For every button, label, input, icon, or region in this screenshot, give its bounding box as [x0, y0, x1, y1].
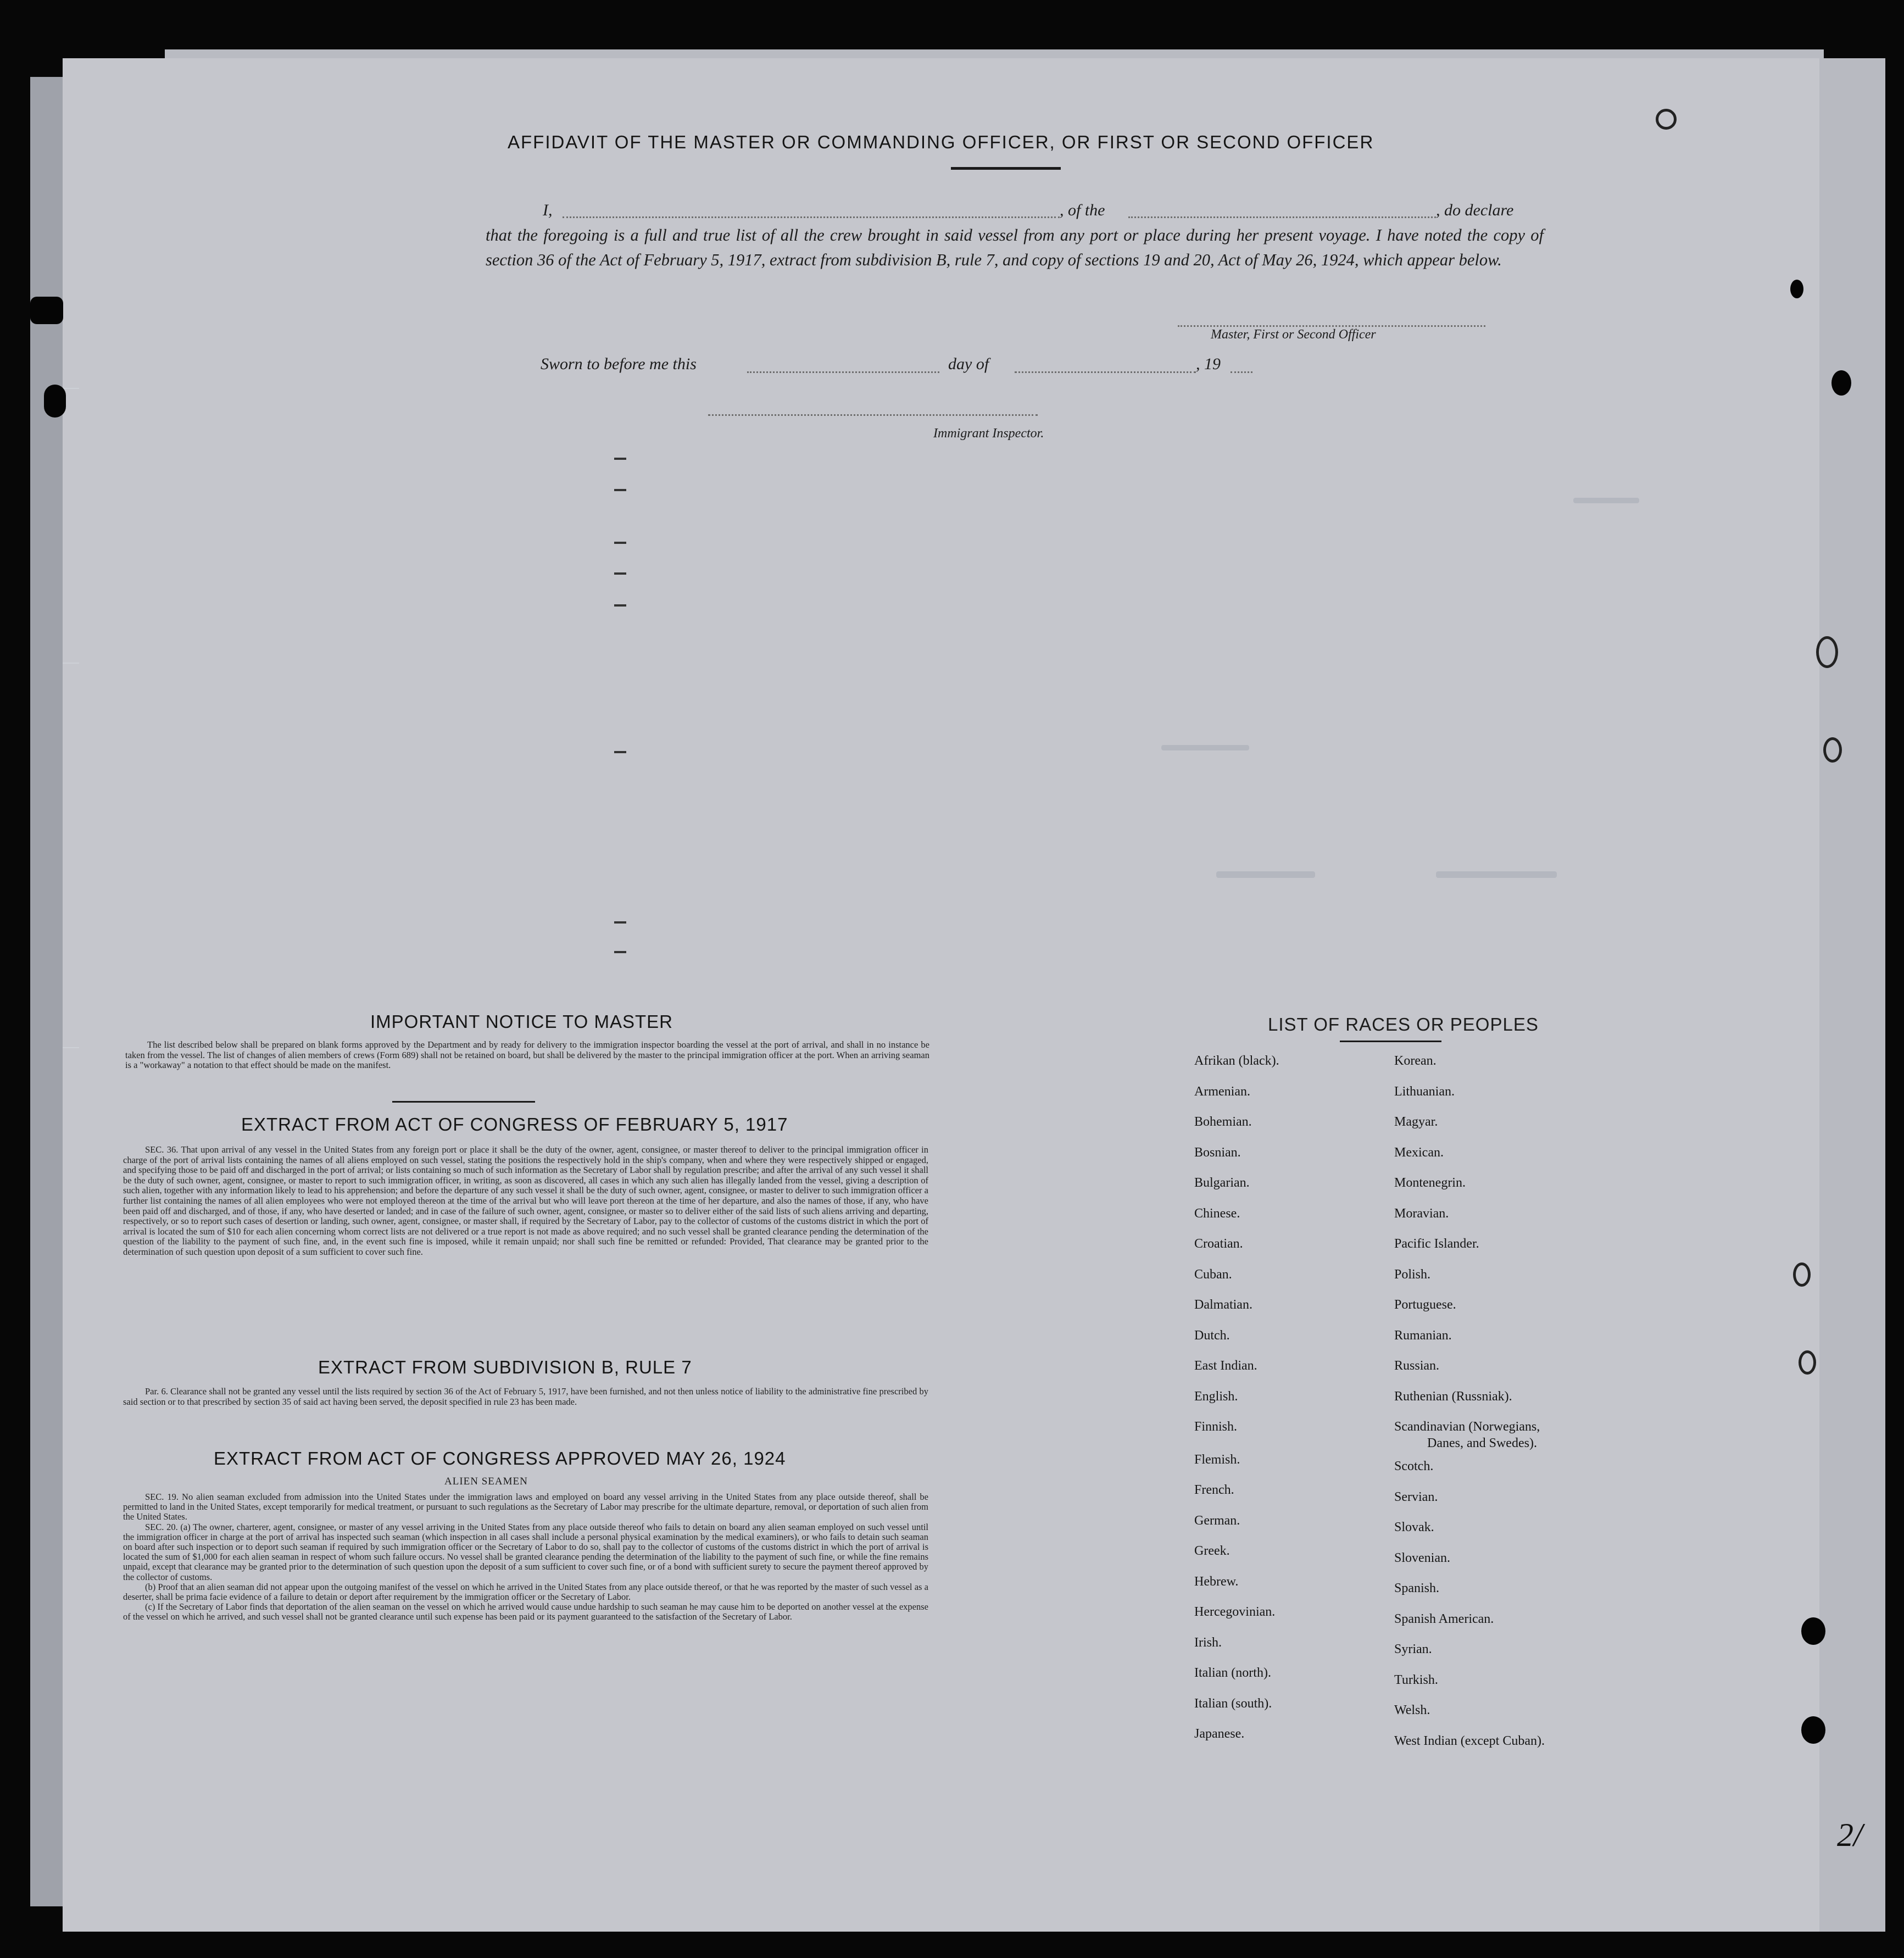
- race-item: Flemish.: [1194, 1452, 1240, 1467]
- sworn-year-blank[interactable]: [1231, 371, 1252, 373]
- extract-1917-text: [123, 1145, 928, 1258]
- master-signature-blank[interactable]: [1178, 325, 1485, 327]
- race-item: Dalmatian.: [1194, 1298, 1252, 1312]
- right-underlying-page: [1819, 58, 1885, 1932]
- affidavit-title-rule: [951, 167, 1061, 170]
- dash-mark: [614, 751, 626, 753]
- notice-title: IMPORTANT NOTICE TO MASTER: [370, 1011, 673, 1032]
- document-page: [63, 58, 1863, 1932]
- page-mark: 2/: [1837, 1817, 1863, 1853]
- extract-rule7-title: EXTRACT FROM SUBDIVISION B, RULE 7: [318, 1357, 692, 1377]
- race-item: Pacific Islander.: [1394, 1237, 1479, 1251]
- races-column-1: [1194, 1046, 1279, 1750]
- race-item: Montenegrin.: [1394, 1176, 1466, 1190]
- race-item: German.: [1194, 1513, 1240, 1528]
- dash-mark: [614, 458, 626, 460]
- sec20c-paragraph: (c) If the Secretary of Labor finds that deportation of the alien seaman on the vessel on which he arrived would cause undue hardship to such seaman he may cause him to be deported on another vessel at the expense of the vessel on which he arrived, and such vessel shall not be granted clearance until such expense has been paid or its payment guaranteed to the satisfaction of the Secretary of Labor.: [123, 1601, 928, 1622]
- dash-mark: [614, 951, 626, 953]
- bleed-through-mark: [1436, 871, 1557, 878]
- dash-mark: [614, 921, 626, 924]
- race-item: Magyar.: [1394, 1115, 1438, 1129]
- punch-hole-icon: [1790, 280, 1803, 298]
- sec19-paragraph: SEC. 19. No alien seaman excluded from admission into the United States under the immigration laws and employed on board any vessel arriving in the United States from any place outside thereof, shall be permitted to land in the United States, except temporarily for medical treatment, or pursuant to such regulations as the Secretary of Labor may prescribe for the ultimate departure, removal, or deportation of such alien from the United States.: [123, 1492, 928, 1522]
- punch-hole-icon: [1801, 1716, 1825, 1744]
- race-item: Greek.: [1194, 1544, 1230, 1558]
- dash-mark: [614, 604, 626, 607]
- punch-hole-icon: [1816, 636, 1838, 668]
- bleed-through-mark: [1161, 745, 1249, 750]
- sworn-label: Sworn to before me this: [541, 355, 697, 373]
- name-blank[interactable]: [563, 216, 1060, 218]
- races-title: LIST OF RACES OR PEOPLES: [1268, 1014, 1539, 1034]
- punch-hole-icon: [1799, 1350, 1816, 1375]
- race-item: Bohemian.: [1194, 1115, 1252, 1129]
- notice-text: [125, 1040, 929, 1071]
- race-item: Servian.: [1394, 1489, 1438, 1504]
- punch-hole-icon: [1823, 737, 1842, 763]
- race-item: Scotch.: [1394, 1459, 1434, 1473]
- race-item: Croatian.: [1194, 1237, 1243, 1251]
- of-the-label: , of the: [1060, 201, 1105, 219]
- notice-paragraph: The list described below shall be prepared on blank forms approved by the Department and by ready for delivery to the immigration inspector boarding the vessel at the port of arrival, and shall in no instance be taken from the vessel. The list of changes of alien members of crews (Form 689) shall not be retained on board, but shall be delivered by the master to the principal immigration officer at the port. When an arriving seaman is a "workaway" a notation to that effect should be made on the manifest.: [125, 1039, 929, 1070]
- race-item: Hebrew.: [1194, 1574, 1239, 1589]
- alien-seamen-subtitle: ALIEN SEAMEN: [444, 1476, 528, 1487]
- races-title-rule: [1340, 1041, 1441, 1042]
- sworn-month-blank[interactable]: [1015, 371, 1196, 373]
- sworn-day-blank[interactable]: [747, 371, 939, 373]
- race-item: Slovenian.: [1394, 1550, 1450, 1565]
- race-item: Welsh.: [1394, 1703, 1430, 1717]
- extract-1917-paragraph: SEC. 36. That upon arrival of any vessel in the United States from any foreign port or place it shall be the duty of the owner, agent, consignee, or master thereof to deliver to the principal immigration officer in charge of the port of arrival lists containing the names of all aliens employed on such vessel, stating the positions the respectively hold in the ship's company, when and where they were respectively shipped or engaged, and specifying those to be paid off and discharged in the port of arrival; or lists containing so much of such information as the Secretary of Labor shall by regulation prescribe; and after the arrival of any such vessel it shall be the duty of such owner, agent, consignee, or master to report to such immigration officer, in writing, as soon as discovered, all cases in which any such alien has illegally landed from the vessel, giving a description of such alien, together with any information likely to lead to his apprehension; and before the departure of any such vessel it shall be the duty of such owner, agent, consignee, or master to deliver to such immigration officer a further list containing the names of all alien employees who were not employed thereon at the time of the arrival but who will leave port thereon at the time of her departure, and also the names of those, if any, who have been paid off and discharged, and of those, if any, who have deserted or landed; and in case of the failure of such owner, agent, consignee, or master so to deliver either of the said lists of such aliens arriving and departing, respectively, or so to report such cases of desertion or landing, such owner, agent, consignee, or master shall, if required by the Secretary of Labor, pay to the collector of customs of the customs district in which the port of arrival is located the sum of $10 for each alien concerning whom correct lists are not delivered or a true report is not made as above required; and no such vessel shall be granted clearance pending the determination of the question of the liability to the payment of such fine, and, in the event such fine is imposed, while it remain unpaid; nor shall such fine be remitted or refunded: Provided, That clearance may be granted prior to the determination of such question upon deposit of a sum sufficient to cover such fine.: [123, 1144, 928, 1257]
- race-item: Bulgarian.: [1194, 1176, 1250, 1190]
- binder-clip-icon: [44, 385, 66, 418]
- race-item: Italian (north).: [1194, 1666, 1271, 1680]
- race-item: Finnish.: [1194, 1420, 1238, 1434]
- affidavit-body: that the foregoing is a full and true list of all the crew brought in said vessel from any port or place during her present voyage. I have noted the copy of section 36 of the Act of February 5, 1917, extract from subdivision B, rule 7, and copy of sections 19 and 20, Act of May 26, 1924, which appear below.: [486, 226, 1544, 269]
- race-item: Slovak.: [1394, 1520, 1434, 1534]
- dash-mark: [614, 489, 626, 491]
- extract-rule7-paragraph: Par. 6. Clearance shall not be granted any vessel until the lists required by section 36 of the Act of February 5, 1917, have been furnished, and not then unless notice of liability to the administrative fine prescribed by said section or to that prescribed by section 35 of said act having been served, the deposit specified in rule 23 has been made.: [123, 1386, 928, 1407]
- race-item: Dutch.: [1194, 1328, 1230, 1343]
- race-item: French.: [1194, 1483, 1234, 1497]
- master-signature-label: Master, First or Second Officer: [1211, 327, 1376, 342]
- race-item: Italian (south).: [1194, 1696, 1272, 1711]
- race-item: Rumanian.: [1394, 1328, 1452, 1343]
- race-item: Spanish.: [1394, 1581, 1440, 1595]
- punch-hole-icon: [1801, 1617, 1825, 1645]
- extract-1924-text: [123, 1492, 928, 1622]
- inspector-label: Immigrant Inspector.: [933, 426, 1044, 441]
- do-declare-label: , do declare: [1436, 201, 1514, 219]
- race-item: English.: [1194, 1389, 1238, 1404]
- inspector-signature-blank[interactable]: [708, 414, 1038, 416]
- race-item: Moravian.: [1394, 1206, 1449, 1221]
- year-label: , 19: [1196, 355, 1221, 373]
- dash-mark: [614, 572, 626, 575]
- bleed-through-mark: [1216, 871, 1315, 878]
- notice-rule: [392, 1101, 535, 1103]
- affidavit-title: AFFIDAVIT OF THE MASTER OR COMMANDING OFFICER, OR FIRST OR SECOND OFFICER: [508, 132, 1374, 152]
- punch-hole-icon: [1831, 370, 1851, 396]
- race-item: Irish.: [1194, 1635, 1222, 1650]
- binder-clip-icon: [30, 297, 63, 324]
- race-item: Chinese.: [1194, 1206, 1240, 1221]
- punch-hole-icon: [1656, 109, 1677, 130]
- race-item: Portuguese.: [1394, 1298, 1456, 1312]
- extract-1924-title: EXTRACT FROM ACT OF CONGRESS APPROVED MAY 26, 1924: [214, 1448, 786, 1468]
- race-item: Cuban.: [1194, 1267, 1232, 1282]
- vessel-blank[interactable]: [1128, 216, 1436, 218]
- extract-1917-title: EXTRACT FROM ACT OF CONGRESS OF FEBRUARY 5, 1917: [241, 1114, 788, 1134]
- extract-rule7-text: [123, 1387, 928, 1407]
- race-item: Korean.: [1394, 1054, 1437, 1068]
- races-column-2: [1394, 1046, 1545, 1756]
- race-item: Polish.: [1394, 1267, 1431, 1282]
- day-of-label: day of: [948, 355, 989, 373]
- sec20b-paragraph: (b) Proof that an alien seaman did not appear upon the outgoing manifest of the vessel on which he arrived in the United States from any place outside thereof, or that he was reported by the master of such vessel as a deserter, shall be prima facie evidence of a failure to detain or deport after requirement by the immigration officer or the Secretary of Labor.: [123, 1581, 928, 1603]
- race-item: West Indian (except Cuban).: [1394, 1733, 1545, 1748]
- race-item: Bosnian.: [1194, 1145, 1241, 1160]
- race-item: Spanish American.: [1394, 1611, 1494, 1626]
- race-item: Syrian.: [1394, 1642, 1432, 1656]
- race-item: Mexican.: [1394, 1145, 1444, 1160]
- race-item: Scandinavian (Norwegians,: [1394, 1420, 1540, 1434]
- race-item: Russian.: [1394, 1359, 1440, 1373]
- race-item: Ruthenian (Russniak).: [1394, 1389, 1512, 1404]
- race-item: Danes, and Swedes).: [1427, 1436, 1537, 1450]
- race-item: Japanese.: [1194, 1727, 1245, 1741]
- race-item: Lithuanian.: [1394, 1084, 1455, 1099]
- bleed-through-mark: [1573, 498, 1639, 503]
- sec20a-paragraph: SEC. 20. (a) The owner, charterer, agent, consignee, or master of any vessel arriving in the United States from any place outside thereof who fails to detain on board any alien seaman employed on such vessel until the immigration officer in charge at the port of arrival has inspected such seaman (which inspection in all cases shall include a personal physical examination by the medical examiners), or who fails to detain such seaman on board after such inspection or to deport such seaman if required by such immigration officer or the Secretary of Labor to do so, shall pay to the collector of customs of the customs district in which the port of arrival is located the sum of $1,000 for each alien seaman in respect of whom such failure occurs. No vessel shall be granted clearance pending the determination of the liability to the payment of such fine, or while the fine remains unpaid, except that clearance may be granted prior to the determination of such question upon the deposit of a sum sufficient to cover such fine, or of a bond with sufficient surety to secure the payment thereof approved by the collector of customs.: [123, 1521, 928, 1582]
- affidavit-i-label: I,: [543, 201, 553, 219]
- dash-mark: [614, 542, 626, 544]
- race-item: East Indian.: [1194, 1359, 1257, 1373]
- race-item: Turkish.: [1394, 1672, 1438, 1687]
- race-item: Afrikan (black).: [1194, 1054, 1279, 1068]
- race-item: Hercegovinian.: [1194, 1605, 1276, 1619]
- race-item: Armenian.: [1194, 1084, 1250, 1099]
- punch-hole-icon: [1793, 1262, 1811, 1287]
